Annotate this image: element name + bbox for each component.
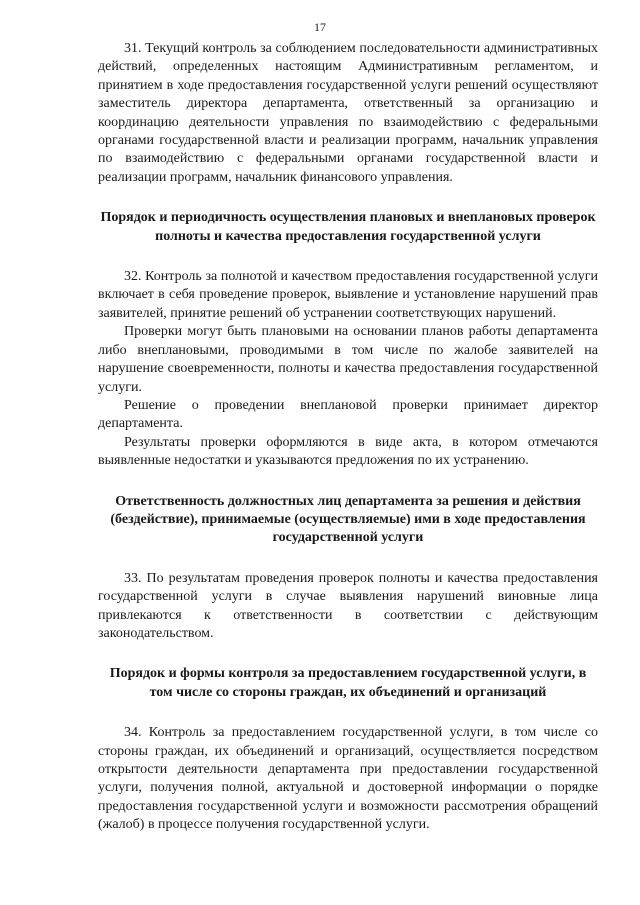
spacer: [98, 643, 598, 665]
paragraph-33: 33. По результатам проведения проверок полноты и качества предоставления государственной услуги в случае выявления нарушений виновные лица привлекаются к ответственности в соответствии с действующим законодательством.: [98, 570, 598, 641]
paragraph-32-results: Результаты проверки оформляются в виде акта, в котором отмечаются выявленные недостатки и указываются предложения по их устранению.: [98, 434, 598, 469]
paragraph-34: 34. Контроль за предоставлением государственной услуги, в том числе со стороны граждан, их объединений и организаций, осуществляется посредством открытости деятельности департамента при предоставлении государственной услуги, получения полной, актуальной и достоверной информации о порядке предоставления государственной услуги и возможности рассмотрения обращений (жалоб) в процессе получения государственной услуги.: [98, 725, 598, 833]
spacer: [98, 471, 598, 493]
paragraph-32-inspections-types: Проверки могут быть плановыми на основании планов работы департамента либо внеплановыми, проводимыми в том числе по жалобе заявителей на нарушение своевременности, полноты и качества предоставления государственной услуги.: [98, 324, 598, 395]
paragraph-32-decision: Решение о проведении внеплановой проверки принимает директор департамента.: [98, 397, 598, 432]
spacer: [98, 187, 598, 209]
spacer: [98, 702, 598, 724]
section-heading-inspections: Порядок и периодичность осуществления плановых и внеплановых проверок полноты и качества предоставления государственной услуги: [100, 210, 596, 244]
spacer: [98, 246, 598, 268]
paragraph-31: 31. Текущий контроль за соблюдением последовательности административных действий, определенных настоящим Административным регламентом, и принятием в ходе предоставления государственной услуги решений осуществляют заместитель директора департамента, ответственный за организацию и координацию деятельности управления по взаимодействию с федеральными органами государственной власти и реализации программ, начальник управления по взаимодействию с федеральными органами государственной власти и реализации программ, начальник финансового управления.: [98, 41, 598, 185]
section-heading-control-forms: Порядок и формы контроля за предоставлением государственной услуги, в том числе со стороны граждан, их объединений и организаций: [109, 666, 587, 700]
document-body: [98, 40, 598, 835]
page-number: 17: [314, 20, 326, 34]
spacer: [98, 548, 598, 570]
section-heading-responsibility: Ответственность должностных лиц департамента за решения и действия (бездействие), принимаемые (осуществляемые) ими в ходе предоставления государственной услуги: [110, 493, 586, 546]
paragraph-32: 32. Контроль за полнотой и качеством предоставления государственной услуги включает в себя проведение проверок, выявление и установление нарушений прав заявителей, принятие решений об устранении соответствующих нарушений.: [98, 269, 598, 321]
